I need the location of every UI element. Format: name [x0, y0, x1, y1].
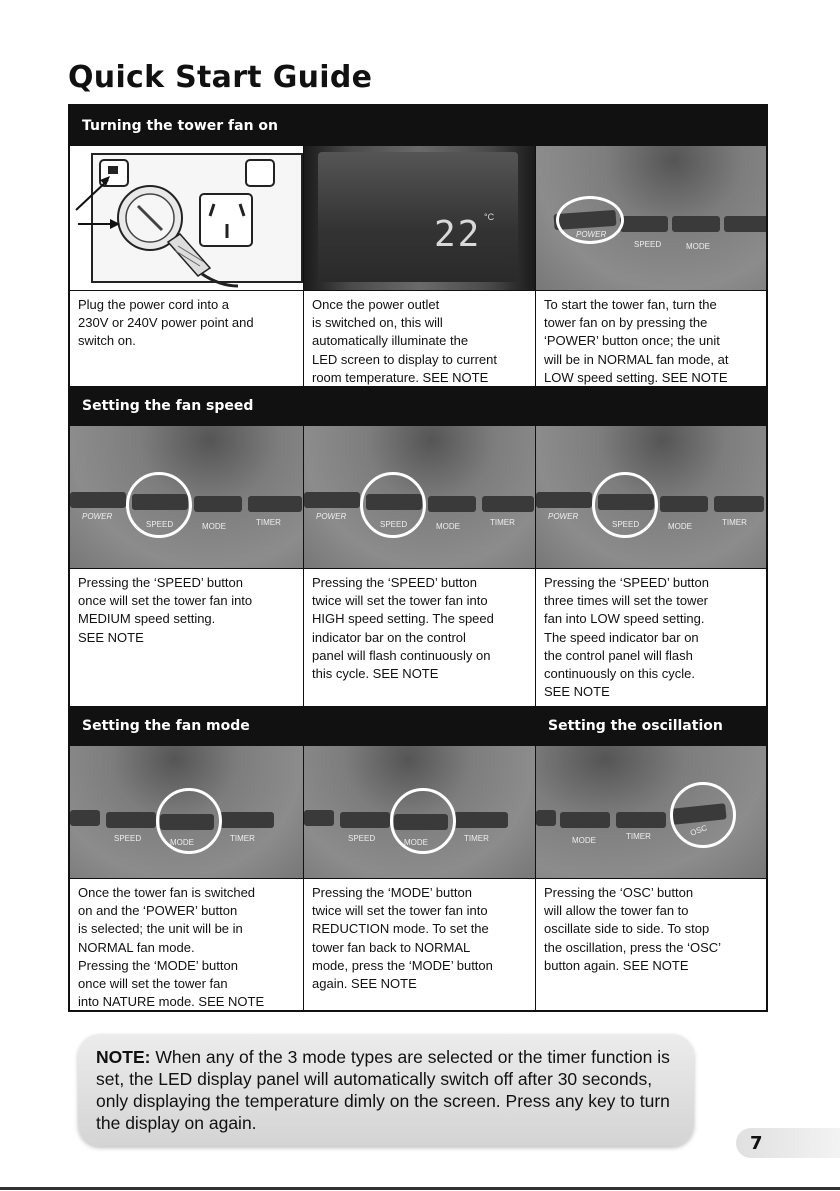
mode-button-shape [660, 496, 708, 512]
page-title: Quick Start Guide [68, 60, 373, 95]
timer-button-shape [482, 496, 534, 512]
caption-speed-three-times: Pressing the ‘SPEED’ button three times will set the tower fan into LOW speed setting. The speed indicator bar on the control panel will flash continuously on this cycle. SEE NOTE [544, 575, 709, 700]
step-speed-twice [304, 426, 536, 706]
timer-button-shape [220, 812, 274, 828]
caption-speed-once: Pressing the ‘SPEED’ button once will set the tower fan into MEDIUM speed setting. SEE NOTE [78, 575, 253, 645]
power-button-shape [70, 492, 126, 508]
control-panel-mode-photo [304, 746, 535, 879]
mode-label: MODE [436, 522, 460, 531]
mode-label: MODE [668, 522, 692, 531]
note-body: When any of the 3 mode types are selected or the timer function is set, the LED display panel will automatically switch off after 30 seconds, only displaying the temperature dimly on the screen. Press any key to turn the display on again. [96, 1047, 670, 1133]
section-title-power: Turning the tower fan on [82, 118, 279, 134]
step-power-outlet-on [304, 146, 536, 386]
temperature-unit: °C [484, 212, 495, 222]
speed-label: SPEED [114, 834, 142, 843]
timer-button-shape [714, 496, 764, 512]
power-button-shape [70, 810, 100, 826]
bottom-rule [0, 1187, 840, 1190]
section-bar-power [70, 106, 766, 146]
power-label: POWER [548, 512, 579, 521]
caption-plug-in: Plug the power cord into a 230V or 240V power point and switch on. [78, 297, 254, 349]
mode-label: MODE [202, 522, 226, 531]
caption-mode-twice: Pressing the ‘MODE’ button twice will set the tower fan into REDUCTION mode. To set the tower fan back to NORMAL mode, press the ‘MODE’ button again. SEE NOTE [312, 885, 493, 992]
section-bar-speed [70, 386, 766, 426]
speed-label: SPEED [380, 520, 408, 529]
step-press-power [536, 146, 766, 386]
mode-label: MODE [572, 836, 596, 845]
speed-button-shape [106, 812, 156, 828]
page-number: 7 [750, 1133, 763, 1154]
timer-button-shape [616, 812, 666, 828]
section-title-oscillation: Setting the oscillation [548, 718, 723, 734]
caption-oscillation: Pressing the ‘OSC’ button will allow the tower fan to oscillate side to side. To stop the oscillation, press the ‘OSC’ button again. SEE NOTE [544, 885, 722, 973]
timer-button-shape [724, 216, 766, 232]
power-label: POWER [82, 512, 113, 521]
mode-label: MODE [170, 838, 194, 847]
speed-label: SPEED [612, 520, 640, 529]
speed-label: SPEED [348, 834, 376, 843]
power-label: POWER [576, 230, 607, 239]
quick-start-grid [68, 104, 768, 1012]
control-panel-mode-photo [70, 746, 303, 879]
control-panel-osc-photo [536, 746, 766, 879]
caption-power-outlet-on: Once the power outlet is switched on, this will automatically illuminate the LED screen to display to current room temperature. SEE NOTE [312, 297, 497, 385]
power-button-shape [304, 810, 334, 826]
highlight-circle [670, 782, 736, 848]
caption-mode-once: Once the tower fan is switched on and the ‘POWER’ button is selected; the unit will be in NORMAL fan mode. Pressing the ‘MODE’ button once will set the tower fan into NATURE mode. SEE NOTE [78, 885, 265, 1010]
control-panel-speed-photo [304, 426, 535, 569]
mode-button-shape [560, 812, 610, 828]
control-panel-power-photo [536, 146, 766, 291]
temperature-readout: 22 [434, 214, 482, 255]
power-button-shape [536, 492, 592, 508]
step-speed-three-times [536, 426, 766, 706]
step-mode-once [70, 746, 304, 1010]
control-panel-speed-photo [70, 426, 303, 569]
timer-label: TIMER [230, 834, 255, 843]
page-number-tab [736, 1128, 840, 1158]
speed-label: SPEED [634, 240, 662, 249]
speed-button-shape [620, 216, 668, 232]
timer-label: TIMER [722, 518, 747, 527]
mode-button-shape [194, 496, 242, 512]
speed-label: SPEED [146, 520, 174, 529]
mode-label: MODE [404, 838, 428, 847]
power-outlet-illustration [70, 146, 303, 291]
timer-label: TIMER [490, 518, 515, 527]
caption-speed-twice: Pressing the ‘SPEED’ button twice will set the tower fan into HIGH speed setting. The speed indicator bar on the control panel will flash continuously on this cycle. SEE NOTE [312, 575, 494, 682]
osc-label: OSC [688, 823, 709, 838]
step-speed-once [70, 426, 304, 706]
power-label: POWER [316, 512, 347, 521]
timer-button-shape [454, 812, 508, 828]
section-bar-mode [70, 706, 766, 746]
note-label: NOTE: [96, 1047, 151, 1067]
note-text [96, 1046, 686, 1134]
caption-press-power: To start the tower fan, turn the tower fan on by pressing the ‘POWER’ button once; the unit will be in NORMAL fan mode, at LOW speed setting. SEE NOTE [544, 297, 729, 385]
section-title-mode: Setting the fan mode [82, 718, 250, 734]
control-panel-speed-photo [536, 426, 766, 569]
timer-label: TIMER [464, 834, 489, 843]
power-outlet-icon [70, 146, 303, 290]
mode-button-shape [672, 216, 720, 232]
led-screen-photo [304, 146, 535, 291]
step-plug-in [70, 146, 304, 386]
speed-button-shape [340, 812, 390, 828]
step-mode-twice [304, 746, 536, 1010]
power-button-shape [304, 492, 360, 508]
section-title-speed: Setting the fan speed [82, 398, 254, 414]
note-box [78, 1034, 694, 1146]
speed-button-shape [536, 810, 556, 826]
step-oscillation [536, 746, 766, 1010]
timer-button-shape [248, 496, 302, 512]
timer-label: TIMER [256, 518, 281, 527]
timer-label: TIMER [626, 832, 651, 841]
mode-button-shape [428, 496, 476, 512]
mode-label: MODE [686, 242, 710, 251]
